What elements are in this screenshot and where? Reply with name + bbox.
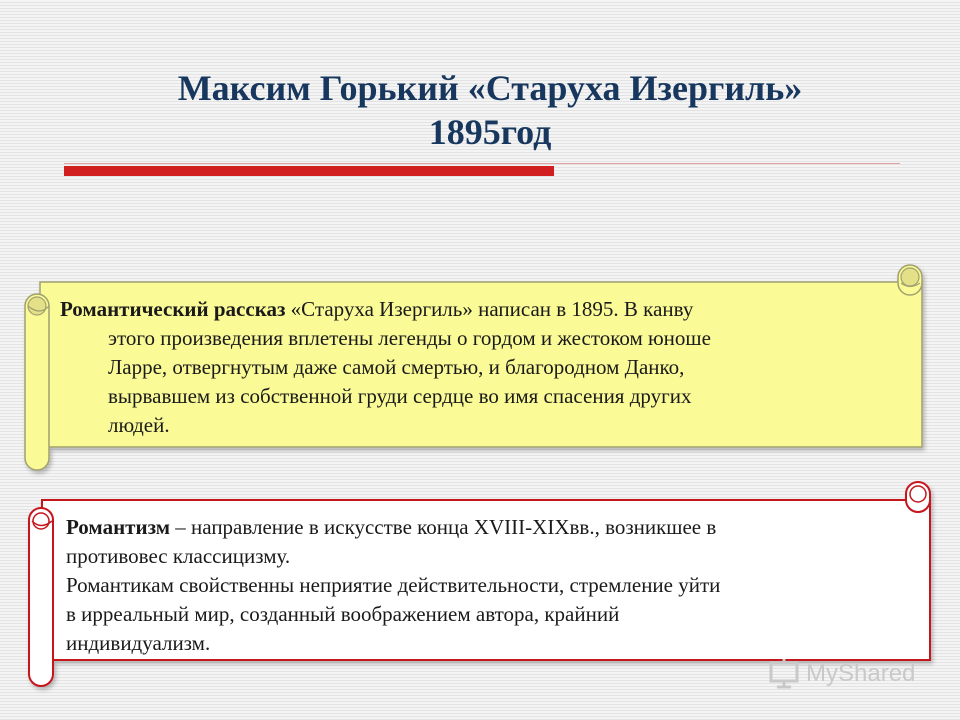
scroll1-line: этого произведения вплетены легенды о гордом и жестоком юноше	[108, 326, 711, 350]
scroll2-line: противовес классицизму.	[66, 544, 291, 568]
watermark-logo	[768, 656, 938, 692]
title-line-1: Максим Горький «Старуха Изергиль»	[177, 68, 803, 108]
scroll2-line: индивидуализм.	[66, 631, 211, 655]
scroll1-term: Романтический рассказ	[60, 297, 286, 321]
watermark-text: MyShared	[806, 660, 916, 687]
scroll1-lead: «Старуха Изергиль» написан в 1895. В канву	[285, 297, 694, 321]
scroll2-line: Романтикам свойственны неприятие действительности, стремление уйти	[66, 573, 721, 597]
scroll1-text	[60, 295, 910, 440]
scroll1-line: Ларре, отвергнутым даже самой смертью, и благородном Данко,	[108, 355, 685, 379]
title-line-2: 1895год	[428, 112, 552, 152]
scroll1-line: людей.	[108, 413, 170, 437]
scroll2-lead: – направление в искусстве конца XVIII-XIXвв., возникшее в	[170, 515, 717, 539]
scroll2-line: в ирреальный мир, созданный воображением автора, крайний	[66, 602, 620, 626]
presentation-screen-icon	[768, 658, 800, 690]
scroll1-line: вырвавшем из собственной груди сердце во имя спасения других	[108, 384, 692, 408]
scroll2-text	[66, 513, 916, 658]
scroll2-term: Романтизм	[66, 515, 171, 539]
